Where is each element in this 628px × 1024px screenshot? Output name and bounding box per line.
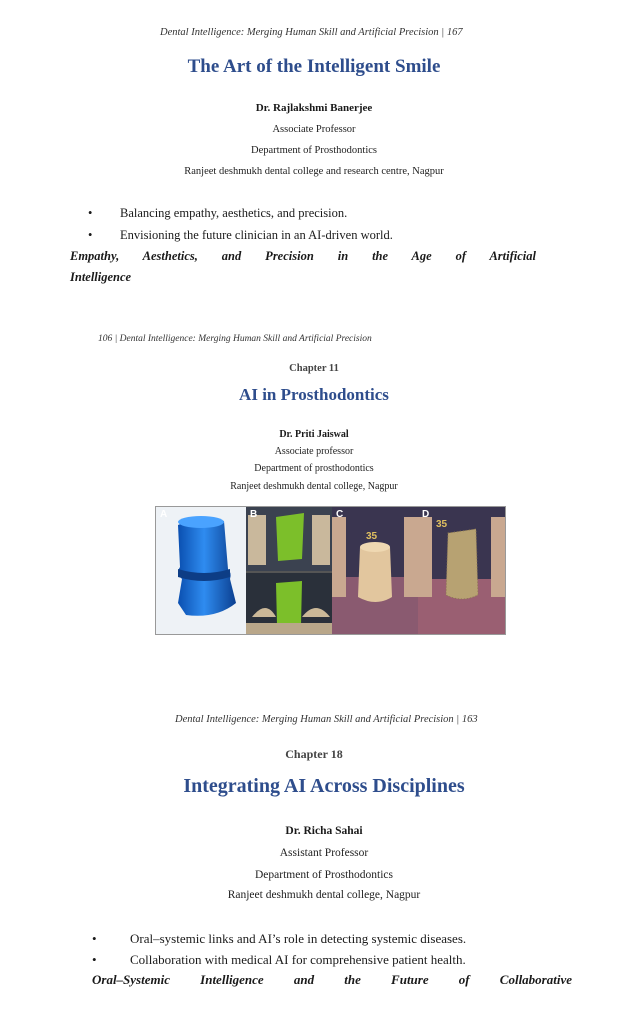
running-header-167: Dental Intelligence: Merging Human Skill and Artificial Precision | 167 bbox=[160, 27, 463, 38]
running-header-106: 106 | Dental Intelligence: Merging Human Skill and Artificial Precision bbox=[98, 334, 372, 344]
bullet-text: Oral–systemic links and AI’s role in detecting systemic diseases. bbox=[130, 931, 467, 946]
figure-panel-d bbox=[418, 507, 505, 634]
author-name: Dr. Richa Sahai bbox=[285, 825, 363, 837]
author-institution: Ranjeet deshmukh dental college and research centre, Nagpur bbox=[184, 166, 444, 177]
bullet-text: Balancing empathy, aesthetics, and precision. bbox=[120, 206, 348, 220]
section-subtitle: Empathy, Aesthetics, and Precision in the Age of Artificial bbox=[70, 249, 536, 263]
bullet-icon: • bbox=[88, 228, 93, 242]
textured-abutment-image bbox=[418, 507, 505, 634]
panel-label-b: B bbox=[250, 509, 258, 520]
author-institution: Ranjeet deshmukh dental college, Nagpur bbox=[230, 481, 398, 492]
chapter-label: Chapter 18 bbox=[285, 747, 343, 761]
figure-panel-b bbox=[246, 507, 332, 634]
chapter-title-integrating-ai: Integrating AI Across Disciplines bbox=[183, 775, 465, 797]
list-item bbox=[88, 206, 347, 221]
list-item bbox=[88, 228, 393, 243]
prosthodontic-figure bbox=[155, 506, 506, 635]
abutment-in-mouth-image bbox=[332, 507, 418, 634]
figure-panel-c bbox=[332, 507, 418, 634]
author-name: Dr. Priti Jaiswal bbox=[279, 429, 349, 440]
author-department: Department of Prosthodontics bbox=[255, 869, 393, 881]
list-item bbox=[92, 931, 466, 947]
panel-label-a: A bbox=[160, 509, 168, 520]
author-position: Assistant Professor bbox=[279, 847, 369, 859]
author-position: Associate professor bbox=[274, 446, 354, 457]
running-header-163: Dental Intelligence: Merging Human Skill and Artificial Precision | 163 bbox=[175, 714, 478, 725]
crown-preparation-image bbox=[246, 507, 332, 634]
bullet-text: Collaboration with medical AI for comprehensive patient health. bbox=[130, 952, 466, 967]
bullet-icon: • bbox=[92, 931, 97, 946]
author-position: Associate Professor bbox=[272, 124, 356, 135]
chapter-title-ai-prosthodontics: AI in Prosthodontics bbox=[239, 385, 389, 404]
panel-label-c: C bbox=[336, 509, 344, 520]
bullet-icon: • bbox=[88, 206, 93, 220]
author-department: Department of prosthodontics bbox=[254, 463, 374, 474]
author-name: Dr. Rajlakshmi Banerjee bbox=[255, 102, 373, 114]
bullet-icon: • bbox=[92, 952, 97, 967]
chapter-title-art-of-smile: The Art of the Intelligent Smile bbox=[187, 56, 441, 77]
figure-panel-a bbox=[156, 507, 246, 634]
abutment-model-image bbox=[156, 507, 246, 634]
panel-label-d: D bbox=[422, 509, 430, 520]
tooth-number-label: 35 bbox=[436, 519, 448, 530]
list-item bbox=[92, 952, 466, 968]
author-department: Department of Prosthodontics bbox=[251, 145, 377, 156]
chapter-label: Chapter 11 bbox=[289, 363, 339, 374]
tooth-number-label: 35 bbox=[366, 531, 378, 542]
section-subtitle-continued: Intelligence bbox=[70, 270, 132, 284]
bullet-text: Envisioning the future clinician in an AI-driven world. bbox=[120, 228, 393, 242]
section-subtitle: Oral–Systemic Intelligence and the Future of Collaborative bbox=[92, 972, 572, 987]
author-institution: Ranjeet deshmukh dental college, Nagpur bbox=[227, 889, 421, 901]
